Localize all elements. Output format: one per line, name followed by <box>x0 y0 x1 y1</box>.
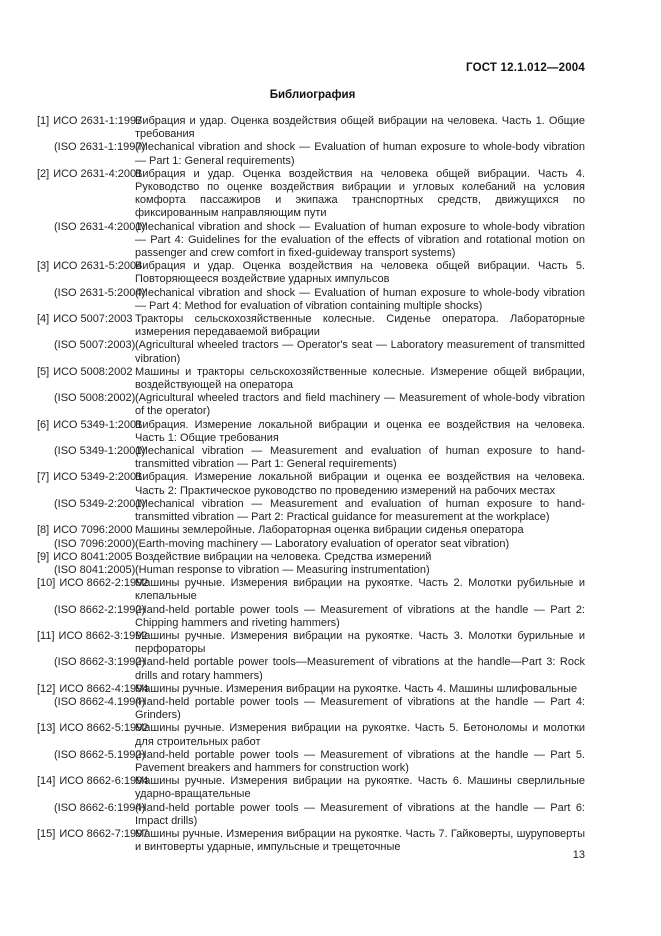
reference-row-en <box>37 749 585 775</box>
reference-text-ru: Машины землеройные. Лабораторная оценка вибрации сиденья оператора <box>135 524 524 537</box>
reference-row-en <box>37 538 585 551</box>
reference-row-en <box>37 392 585 418</box>
reference-label-ru <box>37 115 143 128</box>
reference-entry <box>37 419 585 472</box>
reference-row-ru <box>37 260 585 286</box>
reference-entry <box>37 577 585 630</box>
reference-code-ru: ИСО 2631-1:1997 <box>53 115 143 127</box>
reference-text-en: (Agricultural wheeled tractors — Operator's seat — Laboratory measurement of transmitted vibration) <box>135 339 585 365</box>
reference-text-ru: Вибрация. Измерение локальной вибрации и оценка ее воздействия на человека. Часть 2: Практическое руководство по проведению измерений на рабочих местах <box>135 471 585 497</box>
page-number: 13 <box>572 849 585 861</box>
reference-code-ru: ИСО 8662-6:1994 <box>59 775 149 788</box>
reference-row-en <box>37 498 585 524</box>
reference-label-ru <box>37 551 135 564</box>
reference-row-ru <box>37 115 585 141</box>
reference-label-ru <box>37 682 149 696</box>
reference-code-ru: ИСО 7096:2000 <box>53 524 133 537</box>
section-title: Библиография <box>269 89 356 101</box>
reference-code-en: (ISO 8662-6:1994) <box>54 801 146 814</box>
reference-text-en: (Hand-held portable power tools — Measurement of vibrations at the handle — Part 2: Chipping hammers and riveting hammers) <box>135 603 585 629</box>
reference-entry <box>37 366 585 419</box>
reference-row-en <box>37 445 585 471</box>
reference-label-ru <box>37 775 149 788</box>
reference-code-ru: ИСО 8662-3:1992 <box>58 629 148 642</box>
reference-code-en: (ISO 2631-4:2001) <box>54 220 146 233</box>
reference-code-ru: ИСО 5349-2:2001 <box>53 471 143 484</box>
reference-entry <box>37 471 585 524</box>
reference-text-en: (Mechanical vibration and shock — Evaluation of human exposure to whole-body vibration — Part 1: General requirements) <box>135 141 585 167</box>
reference-text-ru: Вибрация. Измерение локальной вибрации и оценка ее воздействия на человека. Часть 1: Общие требования <box>135 418 585 444</box>
reference-label-ru <box>37 366 135 379</box>
reference-text-en: (Hand-held portable power tools — Measurement of vibrations at the handle — Part 4: Grinders) <box>135 695 585 722</box>
reference-number: [6] <box>37 418 50 431</box>
reference-code-en: (ISO 8662-5.1992) <box>54 748 146 761</box>
doc-number: ГОСТ 12.1.012—2004 <box>466 62 585 74</box>
reference-text-ru: Машины ручные. Измерения вибрации на рукоятке. Часть 5. Бетоноломы и молотки для строительных работ <box>135 722 585 748</box>
reference-text-en: (Earth-moving machinery — Laboratory evaluation of operator seat vibration) <box>135 537 510 550</box>
reference-code-en: (ISO 2631-5:2004) <box>54 286 146 299</box>
reference-row-en <box>37 564 585 577</box>
reference-label-ru <box>37 167 143 181</box>
reference-entry <box>37 775 585 828</box>
reference-text-en: (Human response to vibration — Measuring instrumentation) <box>135 563 430 576</box>
reference-row-ru <box>37 524 585 537</box>
reference-text-ru: Машины ручные. Измерения вибрации на рукоятке. Часть 3. Молотки бурильные и перфораторы <box>135 629 585 656</box>
reference-text-ru: Машины и тракторы сельскохозяйственные колесные. Измерение общей вибрации, воздействующей на оператора <box>135 365 585 392</box>
reference-code-en: (ISO 5008:2002) <box>54 392 136 405</box>
reference-code-ru: ИСО 8041:2005 <box>53 550 133 563</box>
reference-number: [7] <box>37 471 50 484</box>
reference-label-ru <box>37 827 149 841</box>
reference-entry <box>37 168 585 260</box>
reference-text-ru: Вибрация и удар. Оценка воздействия общей вибрации на человека. Часть 1. Общие требования <box>135 115 585 141</box>
reference-label-ru <box>37 629 148 643</box>
reference-row-ru <box>37 722 585 748</box>
reference-text-ru: Машины ручные. Измерения вибрации на рукоятке. Часть 6. Машины сверлильные ударно-вращательные <box>135 775 585 801</box>
reference-number: [12] <box>37 682 56 695</box>
reference-text-ru: Тракторы сельскохозяйственные колесные. Сиденье оператора. Лабораторные измерения передаваемой вибрации <box>135 313 585 339</box>
reference-code-en: (ISO 5007:2003) <box>54 339 136 352</box>
reference-code-ru: ИСО 8662-2:1992 <box>59 577 149 590</box>
reference-entry <box>37 260 585 313</box>
reference-entry <box>37 722 585 775</box>
reference-number: [4] <box>37 313 50 326</box>
reference-row-en <box>37 696 585 722</box>
reference-row-en <box>37 141 585 167</box>
reference-code-ru: ИСО 5349-1:2001 <box>53 418 143 431</box>
reference-row-en <box>37 604 585 630</box>
reference-number: [8] <box>37 524 50 537</box>
reference-code-ru: ИСО 5007:2003 <box>53 313 133 326</box>
reference-number: [9] <box>37 550 50 563</box>
reference-label-ru <box>37 313 135 326</box>
reference-code-en: (ISO 7096:2000) <box>54 537 136 550</box>
reference-text-ru: Вибрация и удар. Оценка воздействия на человека общей вибрации. Часть 5. Повторяющееся воздействие ударных импульсов <box>135 260 585 286</box>
reference-row-ru <box>37 419 585 445</box>
reference-entry <box>37 115 585 168</box>
reference-text-ru: Машины ручные. Измерения вибрации на рукоятке. Часть 7. Гайковерты, шуруповерты и винтоверты ударные, импульсные и трещеточные <box>135 827 585 854</box>
reference-code-en: (ISO 5349-1:2001) <box>54 445 146 458</box>
reference-text-en: (Hand-held portable power tools — Measurement of vibrations at the handle — Part 6: Impact drills) <box>135 801 585 827</box>
reference-number: [5] <box>37 365 50 378</box>
reference-text-en: (Agricultural wheeled tractors and field machinery — Measurement of whole-body vibration of the operator) <box>135 392 585 418</box>
reference-text-en: (Mechanical vibration and shock — Evaluation of human exposure to whole-body vibration — Part 4: Method for evaluation of vibration containing multiple shocks) <box>135 286 585 312</box>
reference-row-ru <box>37 168 585 221</box>
reference-number: [14] <box>37 775 56 788</box>
reference-row-en <box>37 656 585 682</box>
reference-row-ru <box>37 366 585 392</box>
reference-entry <box>37 630 585 683</box>
reference-number: [15] <box>37 827 56 840</box>
reference-text-en: (Mechanical vibration and shock — Evaluation of human exposure to whole-body vibration — Part 4: Guidelines for the evaluation of the effects of vibration and rotational motion on passenger and crew comfort in fixed-guideway transport systems) <box>135 220 585 260</box>
reference-entry <box>37 524 585 550</box>
reference-number: [3] <box>37 260 50 273</box>
reference-code-en: (ISO 8662-4.1994) <box>54 695 146 708</box>
reference-text-en: (Mechanical vibration — Measurement and evaluation of human exposure to hand-transmitted vibration — Part 1: General requirements) <box>135 445 585 471</box>
reference-label-ru <box>37 524 135 537</box>
reference-text-en: (Mechanical vibration — Measurement and evaluation of human exposure to hand-transmitted vibration — Part 2: Practical guidance for measurement at the workplace) <box>135 497 585 524</box>
reference-code-ru: ИСО 8662-7:1997 <box>59 827 149 840</box>
reference-label-ru <box>37 260 143 273</box>
reference-row-ru <box>37 630 585 656</box>
reference-code-en: (ISO 8662-3:1992) <box>54 656 146 669</box>
reference-code-en: (ISO 8041:2005) <box>54 563 136 576</box>
reference-code-ru: ИСО 8662-4:1994 <box>59 682 149 695</box>
reference-text-ru: Вибрация и удар. Оценка воздействия на человека общей вибрации. Часть 4. Руководство по оценке воздействия вибрации и угловых колебаний на условия комфорта пассажиров и экипажа транспортных средств, движущихся по фиксированным направляющим пути <box>135 167 585 220</box>
reference-label-ru <box>37 577 149 590</box>
reference-number: [1] <box>37 115 50 127</box>
reference-number: [2] <box>37 167 50 180</box>
bibliography-list <box>37 115 585 854</box>
reference-row-en <box>37 802 585 828</box>
reference-row-ru <box>37 683 585 696</box>
reference-code-en: (ISO 2631-1:1997) <box>54 141 146 154</box>
reference-row-en <box>37 221 585 261</box>
reference-text-en: (Hand-held portable power tools—Measurement of vibrations at the handle—Part 3: Rock drills and rotary hammers) <box>135 656 585 682</box>
reference-code-ru: ИСО 2631-4:2001 <box>53 167 143 180</box>
reference-text-ru: Машины ручные. Измерения вибрации на рукоятке. Часть 2. Молотки рубильные и клепальные <box>135 577 585 603</box>
reference-text-ru: Машины ручные. Измерения вибрации на рукоятке. Часть 4. Машины шлифовальные <box>135 682 578 695</box>
reference-row-en <box>37 287 585 313</box>
reference-number: [11] <box>37 629 55 642</box>
reference-label-ru <box>37 471 143 484</box>
reference-code-ru: ИСО 2631-5:2004 <box>53 260 143 273</box>
reference-row-ru <box>37 471 585 497</box>
reference-text-en: (Hand-held portable power tools — Measurement of vibrations at the handle — Part 5. Pavement breakers and hammers for construction work) <box>135 748 585 774</box>
reference-text-ru: Воздействие вибрации на человека. Средства измерений <box>135 550 432 563</box>
reference-row-ru <box>37 313 585 339</box>
reference-label-ru <box>37 418 143 432</box>
reference-code-ru: ИСО 5008:2002 <box>53 365 133 378</box>
reference-entry <box>37 551 585 577</box>
reference-code-en: (ISO 8662-2:1992) <box>54 603 146 616</box>
reference-row-ru <box>37 775 585 801</box>
reference-entry <box>37 313 585 366</box>
reference-row-en <box>37 339 585 365</box>
reference-number: [10] <box>37 577 56 590</box>
reference-row-ru <box>37 577 585 603</box>
reference-code-en: (ISO 5349-2:2001) <box>54 497 146 510</box>
reference-number: [13] <box>37 722 56 735</box>
doc-header <box>40 62 585 74</box>
reference-code-ru: ИСО 8662-5:1992 <box>59 722 149 735</box>
reference-row-ru <box>37 551 585 564</box>
reference-label-ru <box>37 722 149 735</box>
reference-entry <box>37 683 585 723</box>
